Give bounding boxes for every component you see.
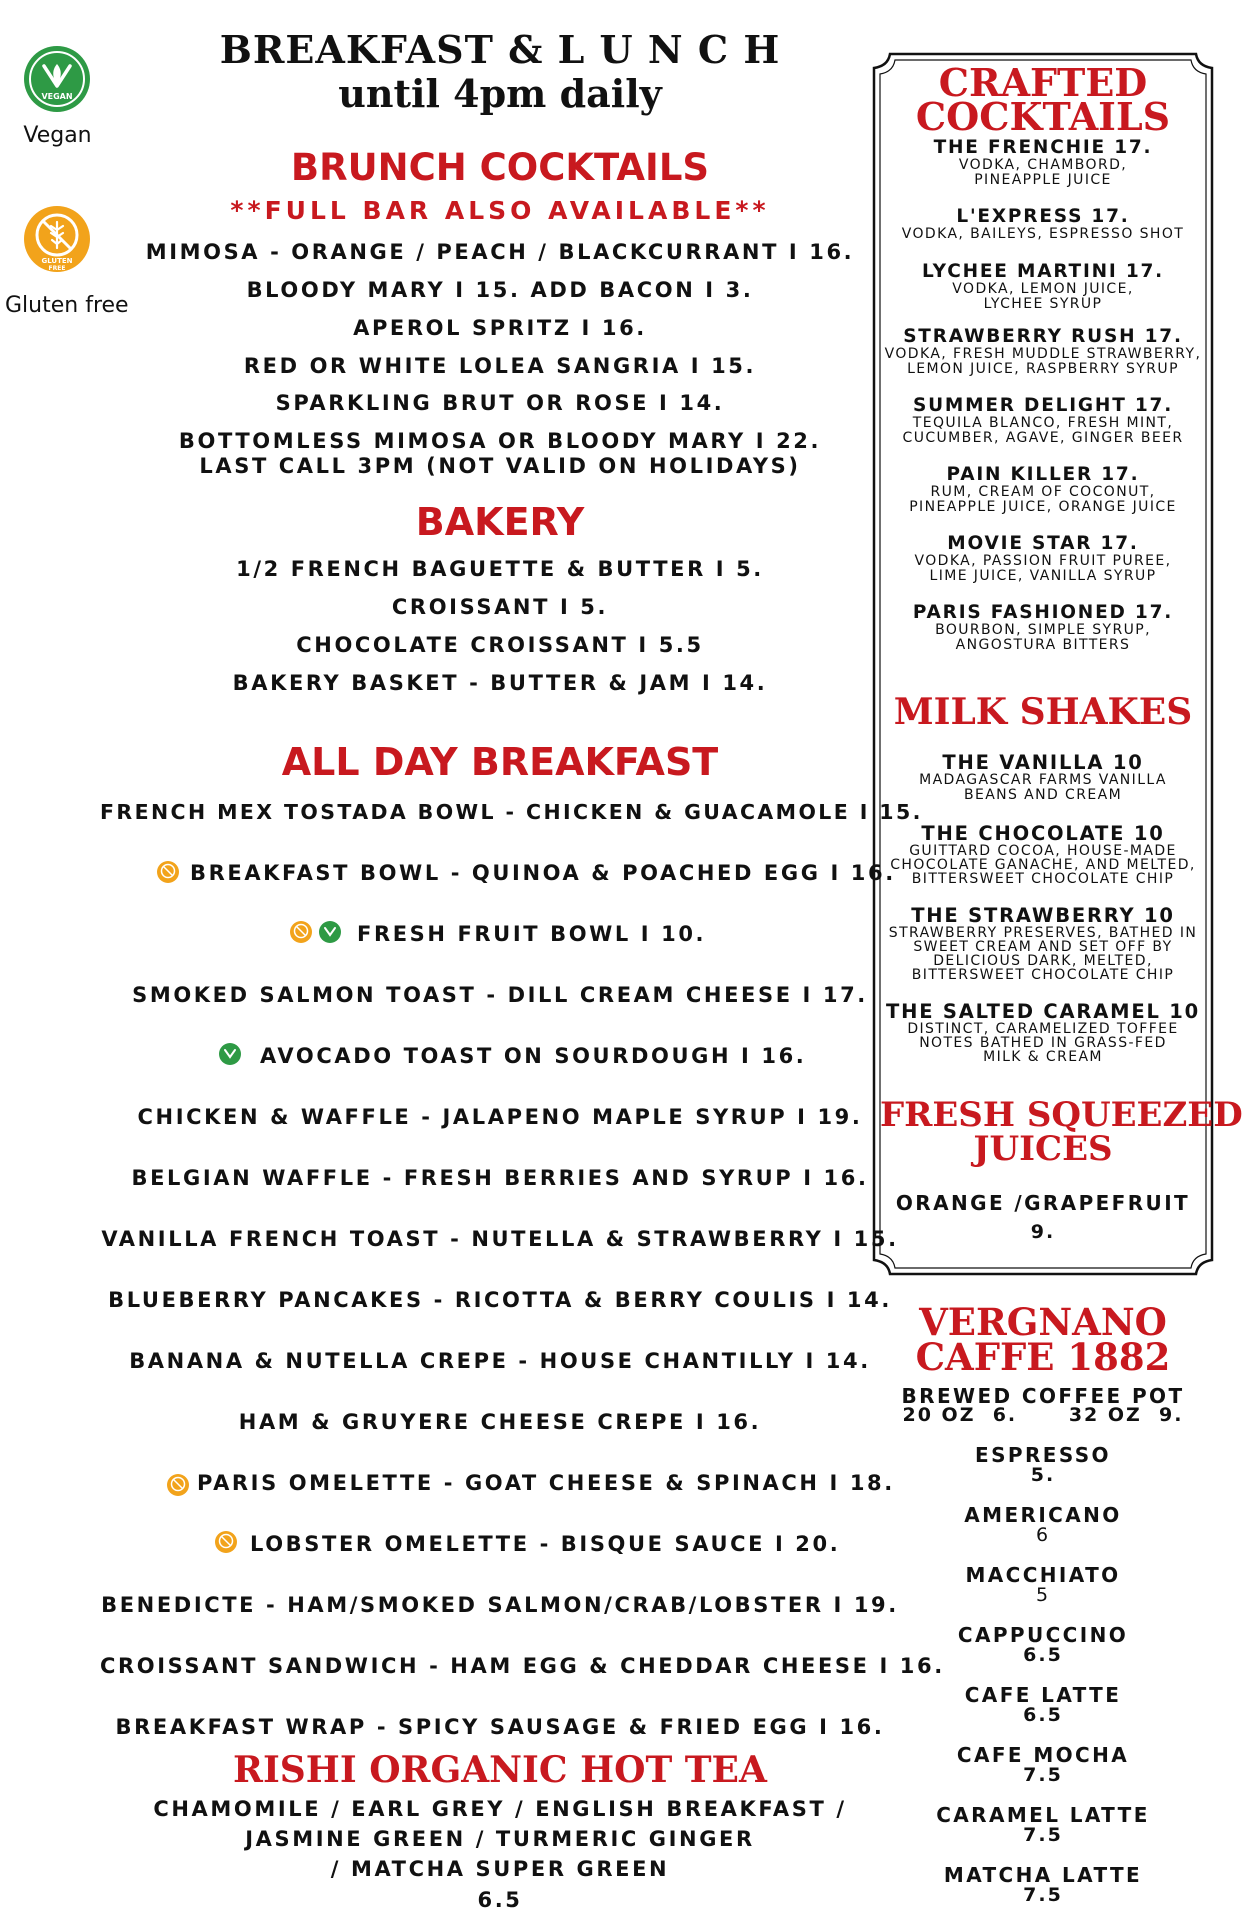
cocktail-desc: LYCHEE SYRUP [983,296,1103,312]
shake-desc: CHOCOLATE GANACHE, AND MELTED, [890,857,1196,873]
coffee-name: CAPPUCCINO [957,1623,1129,1647]
cocktail-desc: TEQUILA BLANCO, FRESH MINT, [912,415,1174,431]
coffee-price: 7.5 [1023,1764,1063,1786]
juice-item: ORANGE /GRAPEFRUIT [895,1191,1191,1215]
menu-item: BANANA & NUTELLA CREPE - HOUSE CHANTILLY I 14. [129,1349,871,1373]
coffee-name: BREWED COFFEE POT [901,1384,1185,1408]
cocktail-desc: CUCUMBER, AGAVE, GINGER BEER [902,430,1184,446]
menu-item: CHICKEN & WAFFLE - JALAPENO MAPLE SYRUP I 19. [137,1105,863,1129]
cocktail-desc: BOURBON, SIMPLE SYRUP, [935,622,1151,638]
shake-desc: NOTES BATHED IN GRASS-FED [919,1035,1167,1051]
cocktail-name: PAIN KILLER 17. [946,464,1140,485]
cocktail-name: LYCHEE MARTINI 17. [921,261,1165,282]
coffee-name: MACCHIATO [965,1563,1121,1587]
coffee-price: 7.5 [1023,1824,1063,1846]
menu-item: VANILLA FRENCH TOAST - NUTELLA & STRAWBERRY I 15. [101,1227,899,1251]
coffee-name: ESPRESSO [975,1443,1111,1467]
cocktail-name: L'EXPRESS 17. [956,206,1130,227]
menu-item: LOBSTER OMELETTE - BISQUE SAUCE I 20. [250,1532,841,1556]
list-item: APEROL SPRITZ I 16. [353,316,647,340]
menu-item: FRESH FRUIT BOWL I 10. [357,922,707,946]
coffee-price: 5 [1035,1584,1051,1606]
juices-title-2: JUICES [973,1129,1113,1169]
gluten-free-label: Gluten free [5,293,129,318]
list-item: SPARKLING BRUT OR ROSE I 14. [275,391,725,415]
gluten-free-icon [166,1473,190,1497]
cocktail-desc: VODKA, LEMON JUICE, [952,281,1134,297]
list-item: BAKERY BASKET - BUTTER & JAM I 14. [232,671,768,695]
cocktail-desc: VODKA, FRESH MUDDLE STRAWBERRY, [884,346,1202,362]
coffee-price: 6 [1035,1524,1051,1546]
menu-item: BELGIAN WAFFLE - FRESH BERRIES AND SYRUP I 16. [131,1166,869,1190]
coffee-name: CARAMEL LATTE [936,1803,1150,1827]
cocktail-name: MOVIE STAR 17. [947,533,1139,554]
shake-desc: BITTERSWEET CHOCOLATE CHIP [911,871,1175,887]
cocktail-desc: ANGOSTURA BITTERS [955,637,1131,653]
shake-desc: DISTINCT, CARAMELIZED TOFFEE [907,1021,1179,1037]
menu-item: AVOCADO TOAST ON SOURDOUGH I 16. [260,1044,807,1068]
menu-item: CROISSANT SANDWICH - HAM EGG & CHEDDAR CHEESE I 16. [100,1654,945,1678]
menu-item: BENEDICTE - HAM/SMOKED SALMON/CRAB/LOBSTER I 19. [101,1593,899,1617]
last-call-note: LAST CALL 3PM (NOT VALID ON HOLIDAYS) [199,454,801,478]
menu-item: PARIS OMELETTE - GOAT CHEESE & SPINACH I 18. [197,1471,895,1495]
cocktail-desc: PINEAPPLE JUICE [974,172,1112,188]
list-item: BOTTOMLESS MIMOSA OR BLOODY MARY I 22. [178,429,822,453]
gluten-free-icon [22,204,92,274]
shake-desc: BITTERSWEET CHOCOLATE CHIP [911,967,1175,983]
coffee-name: CAFE MOCHA [956,1743,1130,1767]
svg-text:GLUTEN: GLUTEN [41,257,73,265]
tea-price: 6.5 [477,1888,523,1912]
coffee-title-1: VERGNANO [919,1300,1167,1344]
header-subtitle: until 4pm daily [338,71,662,116]
all-day-breakfast-title: ALL DAY BREAKFAST [281,740,719,784]
cocktail-desc: VODKA, CHAMBORD, [958,157,1128,173]
vegan-icon [22,44,92,114]
shake-desc: MILK & CREAM [983,1049,1103,1065]
gluten-free-icon [214,1530,238,1554]
cocktail-desc: LEMON JUICE, RASPBERRY SYRUP [907,361,1179,377]
coffee-name: AMERICANO [964,1503,1122,1527]
shake-desc: BEANS AND CREAM [963,787,1123,803]
vegan-icon [218,1042,242,1066]
tea-title: RISHI ORGANIC HOT TEA [233,1749,767,1791]
shake-desc: DELICIOUS DARK, MELTED, [933,953,1153,969]
crafted-cocktails-title-2: COCKTAILS [915,94,1171,139]
cocktail-desc: RUM, CREAM OF COCONUT, [930,484,1156,500]
shake-desc: STRAWBERRY PRESERVES, BATHED IN [888,925,1198,941]
shake-desc: MADAGASCAR FARMS VANILLA [919,772,1167,788]
menu-item: BREAKFAST WRAP - SPICY SAUSAGE & FRIED EGG I 16. [115,1715,885,1739]
list-item: BLOODY MARY I 15. ADD BACON I 3. [246,278,754,302]
milk-shakes-title: MILK SHAKES [893,691,1193,733]
cocktail-desc: VODKA, PASSION FRUIT PUREE, [914,553,1172,569]
svg-text:VEGAN: VEGAN [41,92,73,101]
list-item: MIMOSA - ORANGE / PEACH / BLACKCURRANT I 16. [145,240,855,264]
shake-name: THE SALTED CARAMEL 10 [885,1000,1201,1023]
list-item: 1/2 FRENCH BAGUETTE & BUTTER I 5. [236,557,764,581]
list-item: CROISSANT I 5. [391,595,609,619]
coffee-price: 5. [1030,1464,1056,1486]
coffee-price: 7.5 [1023,1884,1063,1906]
brunch-cocktails-title: BRUNCH COCKTAILS [290,146,710,189]
cocktail-desc: PINEAPPLE JUICE, ORANGE JUICE [909,499,1177,515]
cocktail-name: THE FRENCHIE 17. [933,137,1153,158]
gluten-free-icon [289,920,313,944]
shake-desc: SWEET CREAM AND SET OFF BY [913,939,1173,955]
cocktail-name: SUMMER DELIGHT 17. [912,395,1174,416]
menu-item: HAM & GRUYERE CHEESE CREPE I 16. [238,1410,762,1434]
tea-line: JASMINE GREEN / TURMERIC GINGER [245,1827,755,1851]
crafted-cocktails-title-1: CRAFTED [938,60,1148,105]
header-title: BREAKFAST & L U N C H [219,27,781,72]
shake-name: THE STRAWBERRY 10 [911,904,1175,927]
coffee-title-2: CAFFE 1882 [915,1335,1171,1379]
juice-price: 9. [1030,1221,1056,1243]
coffee-price: 6.5 [1023,1704,1063,1726]
list-item: CHOCOLATE CROISSANT I 5.5 [296,633,704,657]
gluten-free-icon [156,860,180,884]
coffee-price: 20 OZ 6. 32 OZ 9. [902,1404,1184,1426]
tea-line: CHAMOMILE / EARL GREY / ENGLISH BREAKFAST / [153,1797,847,1821]
shake-name: THE CHOCOLATE 10 [921,822,1165,845]
svg-text:FREE: FREE [48,265,66,272]
cocktail-desc: VODKA, BAILEYS, ESPRESSO SHOT [901,226,1185,242]
bakery-title: BAKERY [415,500,585,544]
coffee-price: 6.5 [1023,1644,1063,1666]
coffee-name: CAFE LATTE [964,1683,1122,1707]
shake-desc: GUITTARD COCOA, HOUSE-MADE [909,843,1177,859]
cocktail-name: STRAWBERRY RUSH 17. [903,326,1183,347]
vegan-label: Vegan [23,123,92,148]
cocktail-name: PARIS FASHIONED 17. [912,602,1174,623]
vegan-icon [318,920,342,944]
tea-line: / MATCHA SUPER GREEN [330,1857,670,1881]
menu-item: FRENCH MEX TOSTADA BOWL - CHICKEN & GUACAMOLE I 15. [100,800,923,824]
menu-item: SMOKED SALMON TOAST - DILL CREAM CHEESE I 17. [132,983,868,1007]
menu-item: BREAKFAST BOWL - QUINOA & POACHED EGG I 16. [190,861,896,885]
cocktail-desc: LIME JUICE, VANILLA SYRUP [929,568,1157,584]
coffee-name: MATCHA LATTE [943,1863,1143,1887]
full-bar-note: **FULL BAR ALSO AVAILABLE** [230,196,770,225]
juices-title-1: FRESH SQUEEZED [880,1095,1243,1135]
shake-name: THE VANILLA 10 [942,751,1144,774]
menu-item: BLUEBERRY PANCAKES - RICOTTA & BERRY COULIS I 14. [108,1288,892,1312]
list-item: RED OR WHITE LOLEA SANGRIA I 15. [243,354,757,378]
